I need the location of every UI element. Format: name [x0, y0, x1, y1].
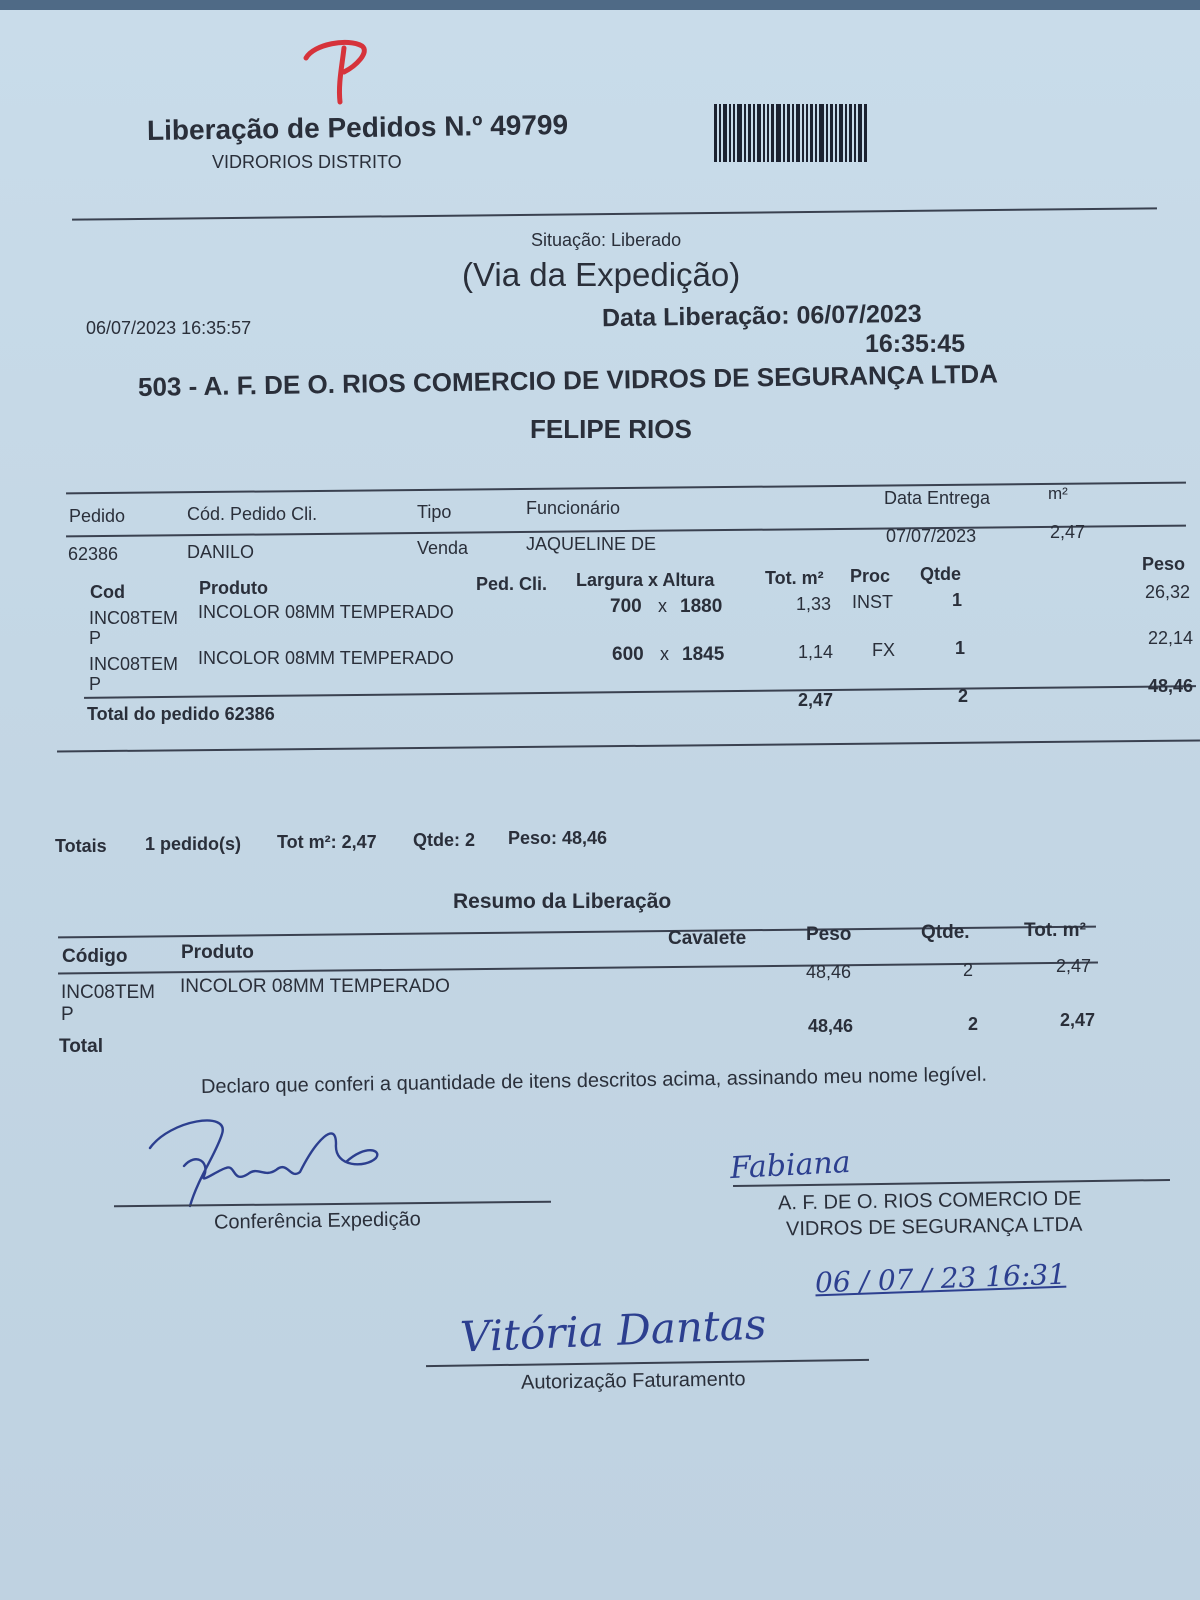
items-header-peso: Peso — [1142, 554, 1186, 574]
col-header-tipo: Tipo — [417, 502, 452, 522]
order-total-peso: 48,46 — [1148, 676, 1194, 696]
col-header-data-entrega: Data Entrega — [884, 488, 991, 508]
summary-title: Resumo da Liberação — [453, 890, 672, 913]
client-name: 503 - A. F. DE O. RIOS COMERCIO DE VIDROS DE SEGURANÇA LTDA — [137, 358, 999, 402]
totals-qtde: Qtde: 2 — [413, 830, 476, 850]
data-liberacao-time: 16:35:45 — [865, 330, 966, 358]
order-pedido: 62386 — [68, 544, 119, 564]
item-2-largura: 600 — [612, 644, 644, 665]
items-header-qtde: Qtde — [920, 564, 962, 584]
summary-total-tot-m2: 2,47 — [1060, 1010, 1096, 1030]
order-table-top-rule — [66, 482, 1186, 494]
handwritten-mark-red — [300, 32, 380, 110]
order-cod-pedido-cli: DANILO — [187, 542, 255, 562]
conferencia-label: Conferência Expedição — [213, 1208, 421, 1234]
order-total-m2: 2,47 — [798, 690, 834, 710]
totals-pedidos: 1 pedido(s) — [145, 834, 242, 854]
item-1-cod: INC08TEM — [89, 608, 179, 628]
items-header-ped-cli: Ped. Cli. — [476, 574, 548, 594]
item-1-qtde: 1 — [952, 590, 963, 610]
item-2-peso: 22,14 — [1148, 628, 1194, 648]
handwritten-date: 06 / 07 / 23 16:31 — [814, 1257, 1067, 1300]
items-header-produto: Produto — [199, 578, 268, 598]
summary-row-tot-m2: 2,47 — [1056, 956, 1092, 976]
order-tipo: Venda — [417, 538, 469, 558]
items-total-rule — [84, 685, 1196, 698]
summary-row-codigo-cont: P — [61, 1004, 74, 1025]
item-2-produto: INCOLOR 08MM TEMPERADO — [198, 648, 454, 668]
item-1-tot-m2: 1,33 — [796, 594, 832, 614]
client-label-line1: A. F. DE O. RIOS COMERCIO DE — [777, 1187, 1082, 1215]
summary-total-qtde: 2 — [968, 1014, 979, 1034]
item-2-cod-cont: P — [89, 674, 102, 694]
summary-row-peso: 48,46 — [806, 962, 852, 982]
item-1-cod-cont: P — [89, 628, 102, 648]
item-1-altura: 1880 — [680, 596, 723, 617]
summary-row-qtde: 2 — [963, 960, 974, 980]
company-short-name: VIDRORIOS DISTRITO — [212, 152, 402, 172]
order-total-qtde: 2 — [958, 686, 969, 706]
summary-header-produto: Produto — [181, 942, 254, 963]
items-header-cod: Cod — [90, 582, 125, 602]
summary-row-codigo: INC08TEM — [61, 982, 155, 1003]
data-liberacao: Data Liberação: 06/07/2023 — [601, 299, 922, 333]
summary-header-tot-m2: Tot. m² — [1024, 920, 1086, 941]
items-header-proc: Proc — [850, 566, 891, 586]
situacao-status: Situação: Liberado — [531, 230, 682, 250]
summary-header-qtde: Qtde. — [921, 922, 970, 943]
item-2-altura: 1845 — [682, 644, 725, 665]
totals-tot-m2: Tot m²: 2,47 — [277, 832, 377, 852]
document-title: Liberação de Pedidos N.º 49799 — [146, 109, 569, 146]
printed-timestamp: 06/07/2023 16:35:57 — [86, 318, 252, 338]
item-2-qtde: 1 — [955, 638, 966, 658]
item-2-tot-m2: 1,14 — [798, 642, 834, 662]
divider-top — [72, 207, 1157, 220]
item-2-x: x — [660, 644, 669, 664]
item-1-largura: 700 — [610, 596, 642, 617]
col-header-cod-pedido-cli: Cód. Pedido Cli. — [187, 504, 318, 524]
order-data-entrega: 07/07/2023 — [886, 526, 977, 546]
summary-total-peso: 48,46 — [808, 1016, 854, 1036]
order-section-bottom-rule — [57, 740, 1200, 753]
item-1-produto: INCOLOR 08MM TEMPERADO — [198, 602, 454, 622]
client-signature: Fabiana — [729, 1144, 852, 1187]
order-total-label: Total do pedido 62386 — [87, 704, 275, 724]
order-funcionario: JAQUELINE DE — [526, 534, 657, 554]
barcode — [714, 104, 904, 162]
col-header-funcionario: Funcionário — [526, 498, 621, 518]
client-label-line2: VIDROS DE SEGURANÇA LTDA — [785, 1213, 1083, 1241]
items-header-tot-m2: Tot. m² — [765, 568, 824, 588]
client-contact: FELIPE RIOS — [530, 414, 692, 444]
item-2-cod: INC08TEM — [89, 654, 179, 674]
summary-header-codigo: Código — [62, 946, 128, 967]
item-2-proc: FX — [872, 640, 896, 660]
summary-row-produto: INCOLOR 08MM TEMPERADO — [180, 976, 450, 997]
declaration-text: Declaro que conferi a quantidade de itens descritos acima, assinando meu nome legível. — [200, 1063, 988, 1098]
document-page — [0, 10, 1200, 1600]
summary-header-cavalete: Cavalete — [668, 928, 747, 949]
item-1-proc: INST — [852, 592, 894, 612]
summary-header-peso: Peso — [806, 924, 852, 945]
col-header-pedido: Pedido — [69, 506, 126, 526]
item-1-peso: 26,32 — [1145, 582, 1191, 602]
autorizacao-signature: Vitória Dantas — [459, 1299, 768, 1362]
summary-total-label: Total — [59, 1036, 103, 1057]
item-1-x: x — [658, 596, 667, 616]
items-header-largura-altura: Largura x Altura — [576, 570, 715, 590]
totals-peso: Peso: 48,46 — [508, 828, 608, 848]
totals-label: Totais — [55, 836, 107, 856]
col-header-m2: m² — [1048, 484, 1068, 503]
autorizacao-label: Autorização Faturamento — [520, 1368, 746, 1394]
order-m2: 2,47 — [1050, 522, 1086, 542]
via-expedicao: (Via da Expedição) — [462, 256, 741, 293]
